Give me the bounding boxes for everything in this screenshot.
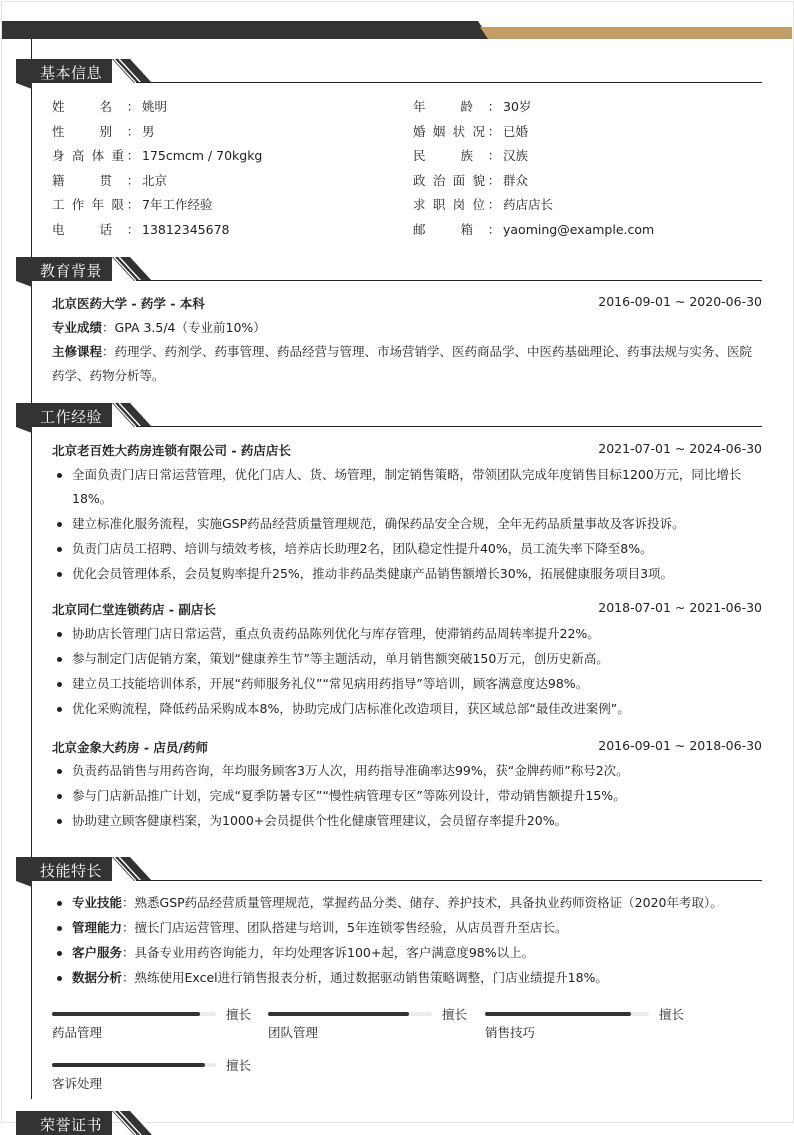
- courses-value: ：药理学、药剂学、药事管理、药品经营与管理、市场营销学、医药商品学、中医药基础理论、药事法规与实务、医院药学、药物分析等。: [52, 344, 753, 383]
- info-label: [413, 171, 485, 189]
- info-value: 7年工作经验: [142, 197, 213, 213]
- gpa-value: ：GPA 3.5/4（专业前10%）: [102, 320, 266, 335]
- list-item: 全面负责门店日常运营管理，优化门店人、货、场管理，制定销售策略，带领团队完成年度销售目标1200万元，同比增长18%。: [52, 463, 764, 511]
- info-value: 群众: [503, 172, 529, 188]
- education-entry-header: [52, 294, 762, 312]
- info-label-char: 性: [52, 123, 65, 139]
- info-label-char: 贯: [99, 172, 112, 188]
- work-bullets: [52, 463, 764, 587]
- skill-level: 擅长: [659, 1007, 685, 1022]
- top-banner-gold: [480, 27, 792, 39]
- info-label-char: 话: [99, 222, 112, 237]
- work-bullets: [52, 759, 764, 834]
- section-title: 技能特长: [40, 862, 103, 880]
- info-row: [52, 121, 155, 141]
- skill-text: ：熟练使用Excel进行销售报表分析，通过数据驱动销售策略调整，门店业绩提升18%。: [122, 970, 608, 985]
- info-value: 30岁: [503, 99, 532, 114]
- info-label-char: 籍: [52, 172, 65, 188]
- info-label-char: 位: [472, 197, 485, 213]
- info-colon: ：: [487, 222, 501, 237]
- skill-fill: [52, 1063, 205, 1067]
- info-value: 175cmcm / 70kgkg: [142, 147, 263, 163]
- info-row: [52, 145, 262, 165]
- info-label-char: 况: [472, 123, 485, 139]
- skills-bullets: [52, 891, 764, 991]
- skill-label: 专业技能: [72, 895, 123, 910]
- info-label-char: 婚: [413, 123, 426, 139]
- info-colon: ：: [126, 222, 140, 237]
- tab-fold: [16, 83, 32, 89]
- section-rule: [136, 426, 762, 427]
- skill-label: 管理能力: [72, 920, 123, 935]
- education-courses: [52, 340, 762, 388]
- skill-level: 擅长: [226, 1007, 252, 1022]
- work-title: 北京老百姓大药房连锁有限公司 - 药店店长: [52, 443, 291, 458]
- section-rule: [136, 880, 762, 881]
- info-value: 北京: [142, 172, 168, 188]
- list-item: [52, 891, 764, 915]
- work-entry-header: [52, 600, 762, 618]
- info-label: [413, 195, 485, 213]
- stripes-icon: [112, 857, 152, 881]
- skill-label: 数据分析: [72, 970, 123, 985]
- section-header-education: [16, 257, 762, 281]
- info-label-char: 民: [413, 148, 426, 164]
- stripes-icon: [112, 1111, 152, 1135]
- skill-level: 擅长: [226, 1058, 252, 1073]
- info-label: [413, 97, 485, 115]
- skill-fill: [268, 1012, 409, 1016]
- section-title: 教育背景: [40, 262, 103, 280]
- info-colon: ：: [126, 172, 140, 188]
- info-label-char: 身: [52, 148, 65, 164]
- list-item: 优化采购流程，降低药品采购成本8%，协助完成门店标准化改造项目，获区域总部“最佳改进案例”。: [52, 697, 764, 721]
- info-label: [52, 97, 124, 115]
- list-item: [52, 966, 764, 990]
- info-label-char: 邮: [413, 222, 426, 237]
- skill-name: 药品管理: [52, 1025, 103, 1040]
- info-row: [413, 145, 528, 165]
- info-label: [52, 195, 124, 213]
- info-label-char: 姓: [52, 99, 65, 114]
- stripes-icon: [112, 403, 152, 427]
- info-label-char: 箱: [460, 222, 473, 237]
- info-colon: ：: [487, 197, 501, 213]
- list-item: 参与制定门店促销方案，策划“健康养生节”等主题活动，单月销售额突破150万元，创历史新高。: [52, 647, 764, 671]
- tab-fold: [16, 881, 32, 887]
- info-label-char: 状: [452, 123, 466, 139]
- skill-fill: [52, 1012, 200, 1016]
- section-title: 基本信息: [40, 64, 103, 82]
- list-item: 协助店长管理门店日常运营，重点负责药品陈列优化与库存管理，使滞销药品周转率提升22%。: [52, 622, 764, 646]
- info-label: [413, 146, 485, 164]
- info-colon: ：: [126, 99, 140, 114]
- skill-track: [52, 1063, 216, 1067]
- work-entry-header: [52, 441, 762, 459]
- skill-text: ：熟悉GSP药品经营质量管理规范，掌握药品分类、储存、养护技术，具备执业药师资格证（2020年考取）。: [122, 895, 723, 910]
- list-item: [52, 941, 764, 965]
- skill-bar: [52, 1005, 252, 1045]
- timeline-rule: [31, 39, 32, 1099]
- info-label-char: 工: [52, 197, 65, 213]
- work-date: 2018-07-01 ~ 2021-06-30: [598, 600, 762, 615]
- info-value: yaoming@example.com: [503, 221, 655, 237]
- gpa-label: 专业成绩: [52, 320, 103, 335]
- education-date: 2016-09-01 ~ 2020-06-30: [598, 294, 762, 309]
- info-label-char: 姻: [432, 123, 446, 139]
- section-title: 荣誉证书: [40, 1116, 103, 1134]
- courses-label: 主修课程: [52, 344, 103, 359]
- stripes-icon: [112, 257, 152, 281]
- info-label: [52, 220, 124, 238]
- info-row: [413, 219, 654, 239]
- info-value: 已婚: [503, 123, 529, 139]
- skill-label: 客户服务: [72, 945, 123, 960]
- info-label-char: 职: [432, 197, 446, 213]
- section-title: 工作经验: [40, 408, 103, 426]
- work-date: 2016-09-01 ~ 2018-06-30: [598, 738, 762, 753]
- education-title: 北京医药大学 - 药学 - 本科: [52, 296, 205, 311]
- skill-name: 团队管理: [268, 1025, 319, 1040]
- list-item: 负责门店员工招聘、培训与绩效考核，培养店长助理2名，团队稳定性提升40%，员工流失率下降至8%。: [52, 537, 764, 561]
- info-label-char: 求: [413, 197, 426, 213]
- skill-name: 客诉处理: [52, 1076, 103, 1091]
- info-colon: ：: [487, 172, 501, 188]
- info-row: [52, 194, 212, 214]
- section-header-honors: [16, 1111, 762, 1135]
- info-row: [413, 194, 553, 214]
- info-row: [52, 96, 167, 116]
- info-row: [52, 219, 229, 239]
- top-banner-dark: [2, 21, 490, 39]
- info-label-char: 体: [91, 148, 105, 164]
- info-label-char: 高: [71, 148, 85, 164]
- skill-text: ：擅长门店运营管理、团队搭建与培训，5年连锁零售经验，从店员晋升至店长。: [122, 920, 568, 935]
- info-label-char: 电: [52, 222, 65, 237]
- info-colon: ：: [487, 123, 501, 139]
- info-colon: ：: [487, 148, 501, 164]
- info-label-char: 龄: [460, 99, 473, 114]
- info-row: [413, 121, 528, 141]
- list-item: 参与门店新品推广计划，完成“夏季防暑专区”“慢性病管理专区”等陈列设计，带动销售额提升15%。: [52, 784, 764, 808]
- info-colon: ：: [487, 99, 501, 114]
- section-header-skills: [16, 857, 762, 881]
- skill-track: [268, 1012, 432, 1016]
- tab-fold: [16, 281, 32, 287]
- info-value: 姚明: [142, 99, 168, 114]
- info-label-char: 年: [91, 197, 105, 213]
- list-item: 协助建立顾客健康档案，为1000+会员提供个性化健康管理建议，会员留存率提升20%。: [52, 809, 764, 833]
- info-label-char: 岗: [452, 197, 466, 213]
- info-label-char: 作: [71, 197, 85, 213]
- info-value: 13812345678: [142, 221, 230, 237]
- info-label-char: 政: [413, 172, 426, 188]
- info-label-char: 限: [111, 197, 124, 213]
- info-label: [52, 146, 124, 164]
- skill-bar: [485, 1005, 685, 1045]
- skill-text: ：具备专业用药咨询能力，年均处理客诉100+起，客户满意度98%以上。: [122, 945, 535, 960]
- tab-fold: [16, 427, 32, 433]
- stripes-icon: [112, 59, 152, 83]
- info-value: 汉族: [503, 148, 529, 164]
- info-row: [413, 170, 528, 190]
- section-header-work: [16, 403, 762, 427]
- info-value: 男: [142, 123, 155, 139]
- work-entry-header: [52, 738, 762, 756]
- info-value: 药店店长: [503, 197, 554, 213]
- list-item: [52, 916, 764, 940]
- skill-fill: [485, 1012, 631, 1016]
- list-item: 负责药品销售与用药咨询，年均服务顾客3万人次，用药指导准确率达99%，获“金牌药师”称号2次。: [52, 759, 764, 783]
- skill-track: [485, 1012, 649, 1016]
- info-label-char: 治: [432, 172, 446, 188]
- info-label: [413, 220, 485, 238]
- work-date: 2021-07-01 ~ 2024-06-30: [598, 441, 762, 456]
- info-label-char: 别: [99, 123, 112, 139]
- section-rule: [136, 280, 762, 281]
- info-label-char: 年: [413, 99, 426, 114]
- list-item: 建立员工技能培训体系，开展“药师服务礼仪”“常见病用药指导”等培训，顾客满意度达98%。: [52, 672, 764, 696]
- info-label-char: 貌: [472, 172, 485, 188]
- info-colon: ：: [126, 197, 140, 213]
- skill-track: [52, 1012, 216, 1016]
- info-label: [413, 122, 485, 140]
- info-row: [52, 170, 167, 190]
- info-row: [413, 96, 531, 116]
- work-bullets: [52, 622, 764, 722]
- info-label: [52, 171, 124, 189]
- skill-bar: [268, 1005, 468, 1045]
- skill-name: 销售技巧: [485, 1025, 536, 1040]
- work-title: 北京金象大药房 - 店员/药师: [52, 740, 208, 755]
- section-header-basic: [16, 59, 762, 83]
- work-title: 北京同仁堂连锁药店 - 副店长: [52, 602, 216, 617]
- info-colon: ：: [126, 148, 140, 164]
- list-item: 建立标准化服务流程，实施GSP药品经营质量管理规范，确保药品安全合规，全年无药品质量事故及客诉投诉。: [52, 512, 764, 536]
- info-label: [52, 122, 124, 140]
- info-label-char: 重: [111, 148, 124, 164]
- list-item: 优化会员管理体系，会员复购率提升25%，推动非药品类健康产品销售额增长30%，拓展健康服务项目3项。: [52, 562, 764, 586]
- info-label-char: 族: [460, 148, 473, 164]
- education-gpa: [52, 316, 762, 340]
- info-label-char: 面: [452, 172, 466, 188]
- info-label-char: 名: [99, 99, 112, 114]
- section-rule: [136, 82, 762, 83]
- info-colon: ：: [126, 123, 140, 139]
- skill-bar: [52, 1056, 252, 1096]
- skill-level: 擅长: [442, 1007, 468, 1022]
